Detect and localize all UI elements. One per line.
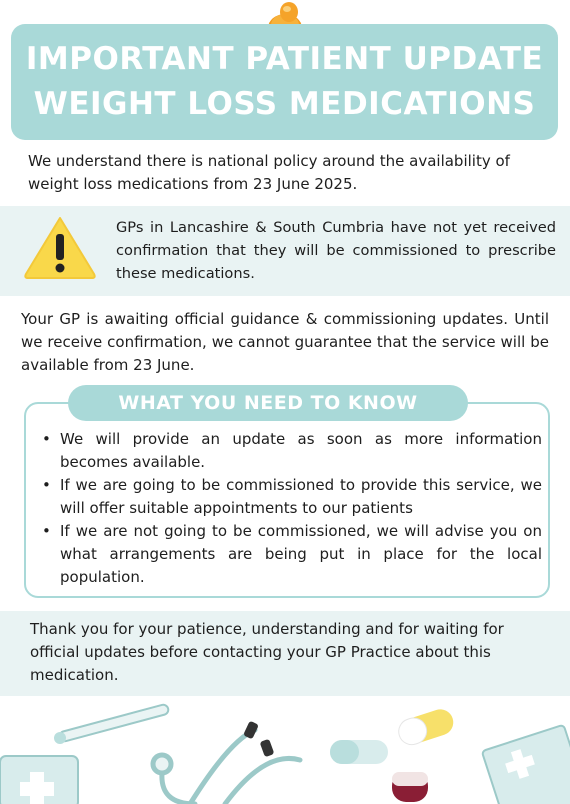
- need-to-know-list: [40, 428, 542, 589]
- notepad-icon: [482, 725, 570, 804]
- need-to-know-heading: WHAT YOU NEED TO KNOW: [68, 385, 468, 421]
- title-line-1: IMPORTANT PATIENT UPDATE: [25, 41, 544, 77]
- list-item: • If we are not going to be commissioned, we will advise you on what arrangements are being put in place for the local population.: [42, 522, 542, 586]
- title-banner: [11, 24, 558, 140]
- list-item: • We will provide an update as soon as more information becomes available.: [42, 430, 542, 471]
- capsule-icon: [330, 740, 388, 764]
- warning-text: GPs in Lancashire & South Cumbria have not yet received confirmation that they will be commissioned to prescribe these medications.: [116, 219, 556, 282]
- warning-triangle-icon: [22, 214, 98, 280]
- medical-illustrations: [0, 700, 570, 804]
- list-item: • If we are going to be commissioned to provide this service, we will offer suitable appointments to our patients: [42, 476, 542, 517]
- first-aid-kit-icon: [0, 756, 78, 804]
- gp-status-text: Your GP is awaiting official guidance & commissioning updates. Until we receive confirmation, we cannot guarantee that the service will be available from 23 June.: [21, 310, 549, 374]
- pill-icon: [392, 706, 457, 802]
- intro-text: We understand there is national policy around the availability of weight loss medications from 23 June 2025.: [28, 152, 510, 193]
- title-line-2: WEIGHT LOSS MEDICATIONS: [33, 86, 536, 122]
- thanks-text: Thank you for your patience, understanding and for waiting for official updates before contacting your GP Practice about this medication.: [30, 620, 504, 684]
- thermometer-icon: [54, 704, 169, 744]
- stethoscope-icon: [153, 730, 300, 804]
